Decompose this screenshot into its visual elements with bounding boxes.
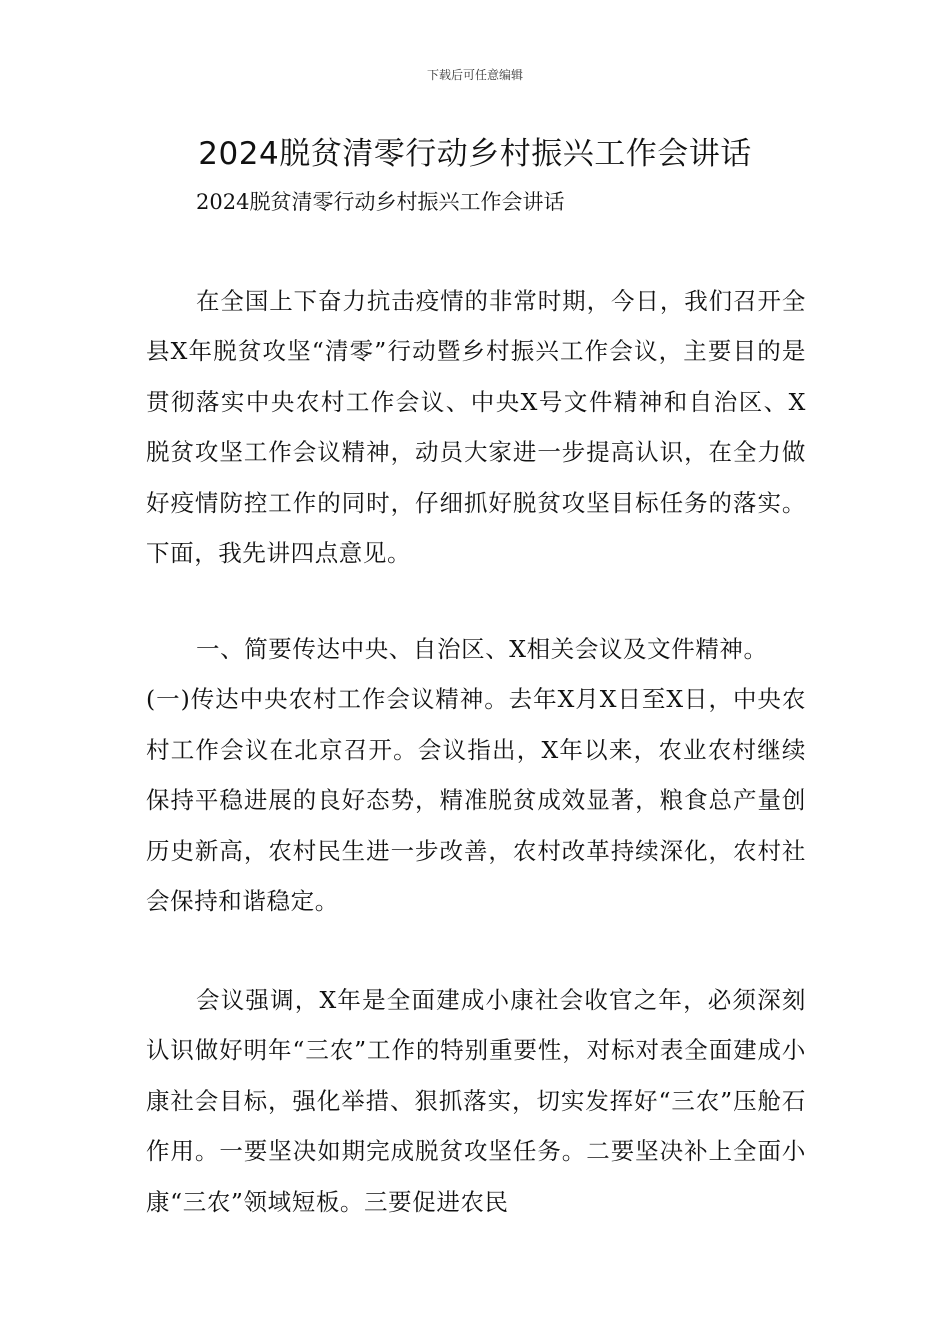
paragraph-section-one <box>146 624 806 926</box>
paragraph-central-rural-meeting: (一)传达中央农村工作会议精神。去年X月X日至X日，中央农村工作会议在北京召开。会议指出，X年以来，农业农村继续保持平稳进展的良好态势，精准脱贫成效显著，粮食总产量创历史新高，农村民生进一步改善，农村改革持续深化，农村社会保持和谐稳定。 <box>146 685 806 916</box>
paragraph-intro: 在全国上下奋力抗击疫情的非常时期，今日，我们召开全县X年脱贫攻坚“清零”行动暨乡村振兴工作会议，主要目的是贯彻落实中央农村工作会议、中央X号文件精神和自治区、X脱贫攻坚工作会议精神，动员大家进一步提高认识，在全力做好疫情防控工作的同时，仔细抓好脱贫攻坚目标任务的落实。下面，我先讲四点意见。 <box>146 287 806 568</box>
document-subtitle: 2024脱贫清零行动乡村振兴工作会讲话 <box>196 190 565 214</box>
header-note: 下载后可任意编辑 <box>426 68 523 82</box>
document-title: 2024脱贫清零行动乡村振兴工作会讲话 <box>198 136 752 172</box>
section-heading: 一、简要传达中央、自治区、X相关会议及文件精神。 <box>196 635 768 663</box>
paragraph-meeting-emphasis: 会议强调，X年是全面建成小康社会收官之年，必须深刻认识做好明年“三农”工作的特别重要性，对标对表全面建成小康社会目标，强化举措、狠抓落实，切实发挥好“三农”压舱石作用。一要坚决如期完成脱贫攻坚任务。二要坚决补上全面小康“三农”领域短板。三要促进农民 <box>146 986 806 1216</box>
